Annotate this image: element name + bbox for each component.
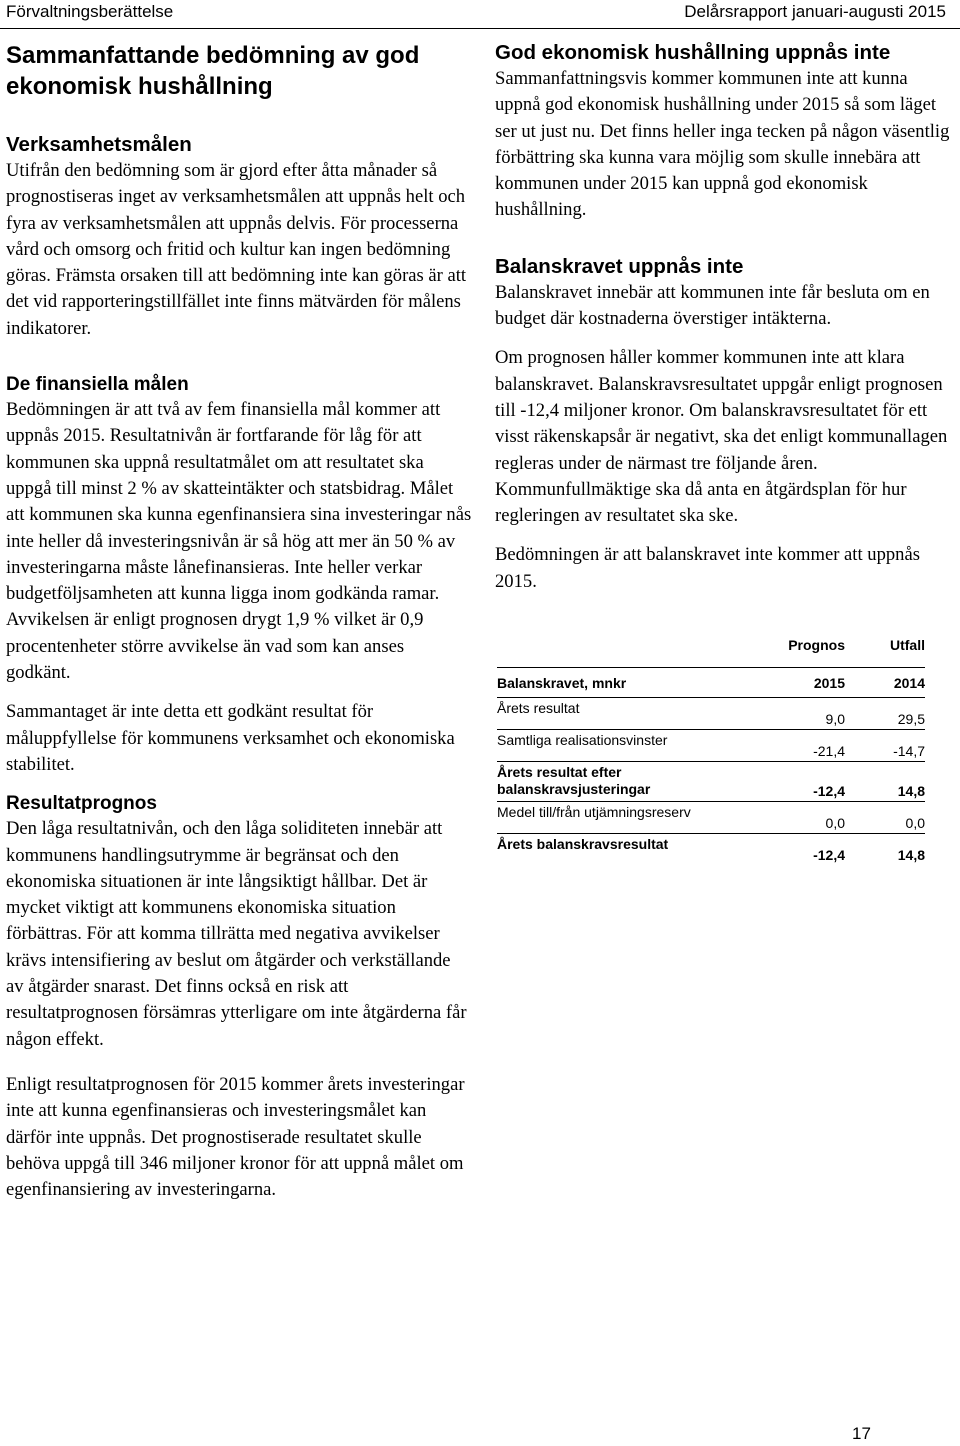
- row-prognos: 9,0: [779, 698, 845, 730]
- row-prognos: -12,4: [779, 762, 845, 802]
- row-prognos: 0,0: [779, 802, 845, 834]
- col-header-prognos: Prognos: [788, 637, 845, 654]
- year-prognos: 2015: [779, 668, 845, 698]
- balanskrav-table: [497, 629, 925, 865]
- investering-paragraph: Enligt resultatprognosen för 2015 kommer årets investeringar inte att kunna egenfinansieras och investeringsmålet kan därför inte uppnås. Det prognostiserade resultatet skulle behöva uppgå till 346 miljoner kronor för att uppnå målet om egenfinansiering av investeringarna.: [6, 1073, 465, 1201]
- row-prognos: -21,4: [779, 730, 845, 762]
- header-report-title: Delårsrapport januari-augusti 2015: [684, 2, 946, 21]
- row-utfall: 14,8: [897, 847, 925, 864]
- page-header: [0, 0, 960, 29]
- resultat-paragraph: Den låga resultatnivån, och den låga soliditeten innebär att kommunens handlingsutrymme är begränsat och den ekonomiska situationen är inte långsiktigt hållbar. Det är mycket viktigt att kommunens ekonomiska situation förbättras. För att komma tillrätta med negativa avvikelser krävs intensifiering av beslut om åtgärder och verkställande av åtgärder snarast. Det finns också en risk att resultatprognosen försämras ytterligare om inte åtgärderna får någon effekt.: [6, 818, 467, 1050]
- table-row: [497, 834, 925, 866]
- table-row: [497, 698, 925, 730]
- row-label: Årets resultat efter balanskravsjusteringar: [497, 762, 779, 802]
- row-label: Årets balanskravsresultat: [497, 836, 669, 853]
- finansiella-paragraph: Bedömningen är att två av fem finansiella mål kommer att uppnås 2015. Resultatnivån är fortfarande för låg för att kommunen ska uppnå resultatmålet om att resultatet ska uppgå till minst 2 % av skatteintäkter och statsbidrag. Målet att kommunen ska kunna egenfinansiera sina investeringar nås inte heller då investeringsnivån är så hög att mer än 50 % av investeringarna måste lånefinansieras. Inte heller verkar budgetföljsamheten att kunna ligga inom godkända ramar. Avvikelsen är enligt prognosen drygt 1,9 % vilket är 0,9 procentenheter större avvikelse än vad som kan anses godkänt.: [6, 399, 472, 684]
- table-label: Balanskravet, mnkr: [497, 668, 779, 698]
- left-column: [6, 40, 472, 1203]
- verksamhet-heading: Verksamhetsmålen: [6, 133, 192, 156]
- table-row: [497, 762, 925, 802]
- finansiella-heading: De finansiella målen: [6, 374, 189, 396]
- god-hushallning-heading: God ekonomisk hushållning uppnås inte: [495, 41, 891, 64]
- balanskrav-paragraph-2: Om prognosen håller kommer kommunen inte att klara balanskravet. Balanskravsresultatet uppgår enligt prognosen till -12,4 miljoner kronor. Om balanskravsresultatet för ett visst räkenskapsår är negativt, ska det enligt kommunallagen regleras under de närmast tre följande åren.: [495, 347, 948, 474]
- row-utfall: 29,5: [845, 698, 925, 730]
- table-row: [497, 802, 925, 834]
- table-row: [497, 730, 925, 762]
- year-utfall: 2014: [845, 668, 925, 698]
- balanskrav-paragraph-4: Bedömningen är att balanskravet inte kommer att uppnås 2015.: [495, 544, 920, 592]
- table-year-row: [497, 668, 925, 698]
- balanskrav-paragraph-1: Balanskravet innebär att kommunen inte får besluta om en budget där kostnaderna överstiger intäkterna.: [495, 281, 930, 330]
- row-label: Medel till/från utjämningsreserv: [497, 802, 779, 834]
- row-label: Samtliga realisationsvinster: [497, 730, 779, 762]
- row-utfall: 14,8: [845, 762, 925, 802]
- balanskrav-paragraph-3: Kommunfullmäktige ska då anta en åtgärdsplan för hur regleringen av resultatet ska ske.: [495, 478, 907, 527]
- god-hushallning-paragraph: Sammanfattningsvis kommer kommunen inte att kunna uppnå god ekonomisk hushållning under 2015 så som läget ser ut just nu. Det finns heller inga tecken på någon väsentlig förbättring ska kunna vara möjlig som skulle innebära att kommunen under 2015 kan uppnå god ekonomisk hushållning.: [495, 68, 950, 221]
- row-label: Årets resultat: [497, 698, 779, 730]
- balanskrav-heading: Balanskravet uppnås inte: [495, 254, 744, 278]
- sammantaget-paragraph: Sammantaget är inte detta ett godkänt resultat för måluppfyllelse för kommunens verksamhet och ekonomiska stabilitet.: [6, 701, 455, 775]
- col-header-utfall: Utfall: [890, 637, 925, 654]
- right-column: [495, 40, 957, 865]
- row-utfall: 0,0: [845, 802, 925, 834]
- header-section-title: Förvaltningsberättelse: [6, 2, 174, 21]
- verksamhet-paragraph: Utifrån den bedömning som är gjord efter åtta månader så prognostiseras inget av verksamhetsmålen att uppnås helt och fyra av verksamhetsmålen att uppnås delvis. För processerna vård och omsorg och fritid och kultur kan ingen bedömning göras. Främsta orsaken till att bedömning inte kan göras är att det vid rapporteringstillfället inte finns mätvärden för målens indikatorer.: [6, 160, 467, 339]
- row-utfall: -14,7: [845, 730, 925, 762]
- table-header-row: [497, 629, 925, 653]
- page-number: 17: [852, 1424, 871, 1443]
- row-prognos: -12,4: [813, 847, 845, 864]
- resultat-heading: Resultatprognos: [6, 793, 157, 815]
- page-title: Sammanfattande bedömning av god ekonomisk hushållning: [6, 42, 420, 100]
